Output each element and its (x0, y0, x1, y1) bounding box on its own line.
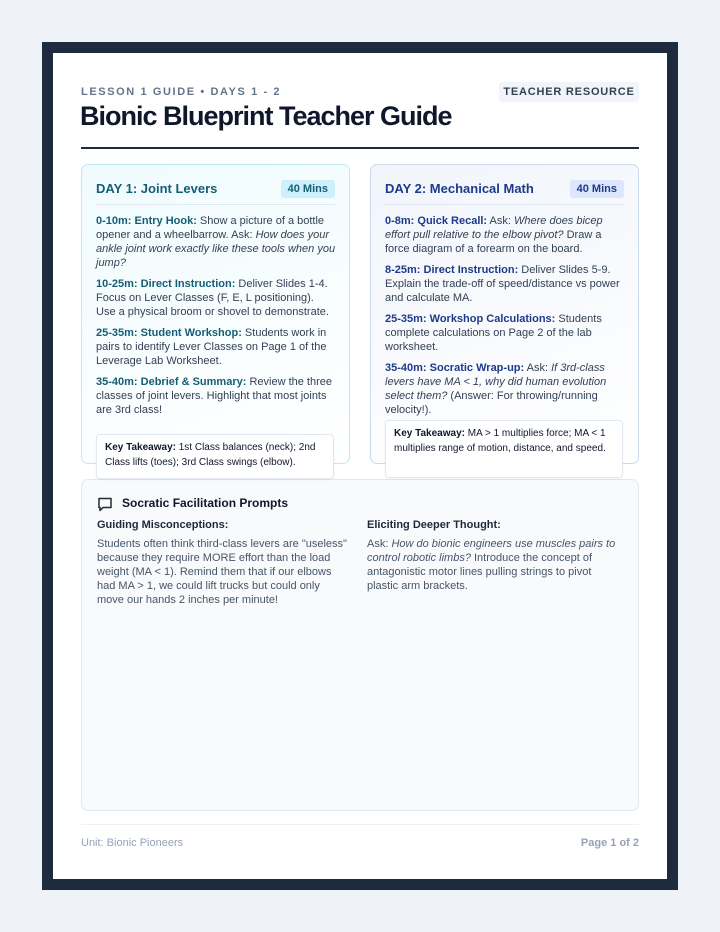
misconceptions-heading: Guiding Misconceptions: (97, 519, 229, 531)
lesson-kicker: LESSON 1 GUIDE • DAYS 1 - 2 (81, 86, 282, 98)
day1-card (81, 164, 350, 464)
schedule-time: 35-40m: Debrief & Summary: (96, 376, 247, 388)
schedule-question: How does your ankle joint work exactly like these tools when you jump? (96, 229, 336, 269)
schedule-text: Ask: (524, 362, 552, 374)
title-divider (81, 147, 639, 149)
schedule-text: (Answer: For throwing/running velocity!). (385, 390, 598, 416)
prompt-prefix: Ask: (367, 538, 392, 550)
schedule-item (385, 312, 625, 354)
schedule-text: Draw a force diagram of a forearm on the board. (385, 229, 602, 255)
takeaway-text: MA > 1 multiplies force; MA < 1 multiplies range of motion, distance, and speed. (394, 428, 606, 454)
schedule-text: Students complete calculations on Page 2 of the lab worksheet. (385, 313, 602, 353)
schedule-item (96, 326, 336, 368)
socratic-title: Socratic Facilitation Prompts (122, 496, 289, 510)
day2-duration-badge: 40 Mins (570, 180, 624, 198)
document-page (53, 53, 667, 879)
schedule-question: Where does bicep effort pull relative to the elbow pivot? (385, 215, 603, 241)
day2-schedule (385, 214, 625, 424)
schedule-item (385, 214, 625, 256)
schedule-item (385, 263, 625, 305)
teacher-resource-badge: TEACHER RESOURCE (499, 82, 639, 102)
deeper-thought-heading: Eliciting Deeper Thought: (367, 519, 501, 531)
schedule-text: Deliver Slides 1-4. Focus on Lever Classes (F, E, L positioning). Use a physical broom or shovel to demonstrate. (96, 278, 329, 318)
day2-key-takeaway (385, 420, 623, 478)
takeaway-text: 1st Class balances (neck); 2nd Class lifts (toes); 3rd Class swings (elbow). (105, 442, 316, 468)
day1-schedule (96, 214, 336, 424)
schedule-time: 0-10m: Entry Hook: (96, 215, 197, 227)
deeper-thought-text (367, 537, 617, 593)
prompt-text: Introduce the concept of antagonistic motor lines pulling strings to pivot plastic arm brackets. (367, 552, 593, 592)
day1-header (96, 179, 335, 205)
socratic-prompts-section (81, 479, 639, 811)
deeper-thought-column (367, 519, 617, 593)
takeaway-label: Key Takeaway: (105, 442, 176, 453)
schedule-question: If 3rd-class levers have MA < 1, why did human evolution select them? (385, 362, 607, 402)
takeaway-label: Key Takeaway: (394, 428, 465, 439)
schedule-time: 35-40m: Socratic Wrap-up: (385, 362, 525, 374)
schedule-time: 25-35m: Workshop Calculations: (385, 313, 556, 325)
prompt-question: How do bionic engineers use muscles pairs to control robotic limbs? (367, 538, 616, 564)
schedule-time: 8-25m: Direct Instruction: (385, 264, 519, 276)
day1-key-takeaway (96, 434, 334, 479)
schedule-text: Review the three classes of joint levers. Highlight that most joints are 3rd class! (96, 376, 332, 416)
footer-unit: Unit: Bionic Pioneers (81, 837, 184, 849)
chat-bubble-icon (97, 496, 113, 512)
misconceptions-text: Students often think third-class levers are "useless" because they require MORE effort than the load weight (MA < 1). Remind them that if our elbows had MA > 1, we could lift trucks but could only move our hands 2 inches per minute! (97, 538, 347, 606)
schedule-text: Show a picture of a bottle opener and a wheelbarrow. Ask: (96, 215, 325, 241)
misconceptions-column (97, 519, 347, 607)
day2-card (370, 164, 639, 464)
schedule-time: 25-35m: Student Workshop: (96, 327, 242, 339)
footer-page-number: Page 1 of 2 (580, 837, 639, 849)
schedule-time: 10-25m: Direct Instruction: (96, 278, 236, 290)
schedule-item (96, 375, 336, 417)
schedule-text: Students work in pairs to identify Lever Classes on Page 1 of the Leverage Lab Worksheet. (96, 327, 327, 367)
schedule-item (385, 361, 625, 417)
day2-title: DAY 2: Mechanical Math (385, 181, 534, 196)
day1-title: DAY 1: Joint Levers (96, 181, 218, 196)
schedule-text: Deliver Slides 5-9. Explain the trade-off of speed/distance vs power and calculate MA. (385, 264, 620, 304)
footer-divider (81, 824, 639, 825)
schedule-item (96, 277, 336, 319)
page-title: Bionic Blueprint Teacher Guide (80, 101, 452, 131)
schedule-item (96, 214, 336, 270)
day2-header (385, 179, 624, 205)
schedule-time: 0-8m: Quick Recall: (385, 215, 488, 227)
day1-duration-badge: 40 Mins (281, 180, 335, 198)
schedule-text: Ask: (487, 215, 514, 227)
